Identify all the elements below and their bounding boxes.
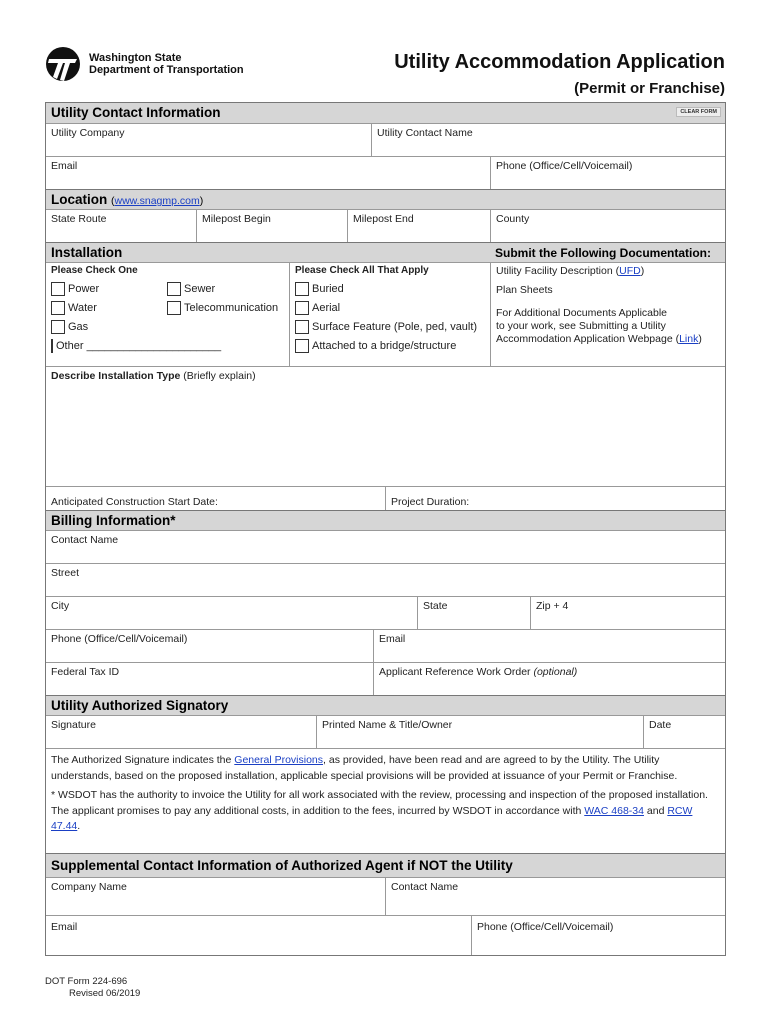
checkbox-icon[interactable] bbox=[295, 320, 309, 334]
date-field[interactable]: Date bbox=[643, 716, 725, 748]
check-one-label: Please Check One bbox=[51, 265, 138, 276]
option-telecommunication[interactable]: Telecommunication bbox=[167, 298, 278, 317]
supp-contact-name-field[interactable]: Contact Name bbox=[385, 878, 725, 915]
section-heading: Billing Information* bbox=[51, 513, 176, 528]
org-line-1: Washington State bbox=[89, 52, 182, 64]
clear-form-button[interactable]: CLEAR FORM bbox=[676, 107, 721, 117]
link-paren-close: ) bbox=[199, 195, 204, 207]
option-aerial[interactable]: Aerial bbox=[295, 298, 485, 317]
option-water[interactable]: Water bbox=[51, 298, 167, 317]
revision-date: Revised 06/2019 bbox=[69, 988, 141, 999]
checkbox-icon[interactable] bbox=[51, 320, 65, 334]
utility-contact-name-field[interactable]: Utility Contact Name bbox=[371, 124, 725, 156]
section-billing bbox=[46, 510, 725, 530]
supp-company-field[interactable]: Company Name bbox=[51, 881, 127, 893]
application-form bbox=[45, 102, 726, 956]
check-one-group bbox=[46, 263, 289, 366]
wsdot-logo bbox=[45, 46, 244, 82]
page-subtitle: (Permit or Franchise) bbox=[574, 80, 725, 97]
option-other[interactable]: Other ______________________ bbox=[51, 336, 167, 355]
ufd-link[interactable]: UFD bbox=[619, 265, 641, 277]
county-field[interactable]: County bbox=[490, 210, 725, 242]
rcw-link[interactable]: RCW 47.44 bbox=[51, 804, 693, 832]
documentation-heading: Submit the Following Documentation: bbox=[495, 246, 711, 260]
checkbox-icon[interactable] bbox=[51, 301, 65, 315]
milepost-end-field[interactable]: Milepost End bbox=[347, 210, 490, 242]
section-signatory bbox=[46, 695, 725, 715]
start-date-field[interactable]: Anticipated Construction Start Date: bbox=[51, 496, 218, 508]
link-paren-open: ( bbox=[111, 195, 115, 207]
state-route-field[interactable]: State Route bbox=[51, 213, 107, 225]
wsdot-emblem-icon bbox=[45, 46, 81, 82]
section-heading: Supplemental Contact Information of Authorized Agent if NOT the Utility bbox=[51, 858, 513, 873]
general-provisions-link[interactable]: General Provisions bbox=[234, 754, 324, 766]
form-number: DOT Form 224-696 bbox=[45, 976, 128, 987]
option-attached-bridge[interactable]: Attached to a bridge/structure bbox=[295, 336, 485, 355]
option-power[interactable]: Power bbox=[51, 279, 167, 298]
describe-installation-label: Describe Installation Type bbox=[51, 370, 181, 382]
milepost-begin-field[interactable]: Milepost Begin bbox=[196, 210, 347, 242]
check-all-group bbox=[289, 263, 490, 366]
snagmp-link[interactable]: www.snagmp.com bbox=[114, 195, 200, 207]
reference-work-order-field[interactable]: Applicant Reference Work Order (optional) bbox=[373, 663, 725, 695]
section-heading: Location bbox=[51, 192, 108, 207]
page-title: Utility Accommodation Application bbox=[394, 51, 725, 73]
documentation-list: Utility Facility Description (UFD) Plan Sheets For Additional Documents Applicable to your work, see Submitting a Utility Accommodation Application Webpage (Link) bbox=[490, 263, 725, 366]
section-location bbox=[46, 189, 725, 209]
section-heading: Installation bbox=[51, 245, 123, 260]
org-line-2: Department of Transportation bbox=[89, 64, 244, 76]
checkbox-icon[interactable] bbox=[167, 282, 181, 296]
wsdot-invoice-paragraph: * WSDOT has the authority to invoice the Utility for all work associated with the review, processing and inspection of the proposed installation. The applicant promises to pay any additional costs, in addition to the fees, incurred by WSDOT in accordance with WAC 468-34 and RCW 47.44. bbox=[51, 789, 708, 832]
section-supplemental bbox=[46, 853, 725, 877]
general-provisions-paragraph: The Authorized Signature indicates the General Provisions, as provided, have been read and are agreed to by the Utility. The Utility understands, based on the proposed installation, applicable special provisions will be provided at issuance of your Permit or Franchise. bbox=[51, 754, 678, 782]
supp-email-field[interactable]: Email bbox=[51, 921, 78, 933]
page-header bbox=[0, 0, 770, 100]
billing-state-field[interactable]: State bbox=[417, 597, 530, 629]
section-heading: Utility Authorized Signatory bbox=[51, 698, 229, 713]
checkbox-icon[interactable] bbox=[51, 282, 65, 296]
section-utility-contact bbox=[46, 103, 725, 123]
signature-field[interactable]: Signature bbox=[51, 719, 96, 731]
utility-email-field[interactable]: Email bbox=[51, 160, 78, 172]
wac-link[interactable]: WAC 468-34 bbox=[584, 804, 644, 817]
billing-zip-field[interactable]: Zip + 4 bbox=[530, 597, 725, 629]
utility-company-field[interactable]: Utility Company bbox=[51, 127, 125, 139]
supp-phone-field[interactable]: Phone (Office/Cell/Voicemail) bbox=[471, 916, 725, 955]
checkbox-icon[interactable] bbox=[51, 339, 53, 353]
billing-street-field[interactable]: Street bbox=[51, 567, 80, 579]
billing-email-field[interactable]: Email bbox=[373, 630, 725, 662]
billing-phone-field[interactable]: Phone (Office/Cell/Voicemail) bbox=[51, 633, 188, 645]
webpage-link[interactable]: Link bbox=[679, 333, 699, 345]
section-heading: Utility Contact Information bbox=[51, 105, 221, 120]
printed-name-field[interactable]: Printed Name & Title/Owner bbox=[316, 716, 643, 748]
checkbox-icon[interactable] bbox=[295, 339, 309, 353]
describe-installation-field[interactable]: Describe Installation Type (Briefly explain) bbox=[51, 370, 256, 382]
section-installation bbox=[46, 242, 725, 262]
billing-contact-name-field[interactable]: Contact Name bbox=[51, 534, 119, 546]
option-gas[interactable]: Gas bbox=[51, 317, 167, 336]
option-sewer[interactable]: Sewer bbox=[167, 279, 278, 298]
option-buried[interactable]: Buried bbox=[295, 279, 485, 298]
billing-city-field[interactable]: City bbox=[51, 600, 70, 612]
option-surface-feature[interactable]: Surface Feature (Pole, ped, vault) bbox=[295, 317, 485, 336]
project-duration-field[interactable]: Project Duration: bbox=[385, 487, 725, 510]
check-all-label: Please Check All That Apply bbox=[295, 265, 429, 276]
checkbox-icon[interactable] bbox=[295, 282, 309, 296]
plan-sheets-text: Plan Sheets bbox=[496, 284, 553, 296]
checkbox-icon[interactable] bbox=[167, 301, 181, 315]
form-footer bbox=[45, 976, 140, 1000]
federal-tax-id-field[interactable]: Federal Tax ID bbox=[51, 666, 120, 678]
utility-phone-field[interactable]: Phone (Office/Cell/Voicemail) bbox=[490, 157, 725, 189]
checkbox-icon[interactable] bbox=[295, 301, 309, 315]
